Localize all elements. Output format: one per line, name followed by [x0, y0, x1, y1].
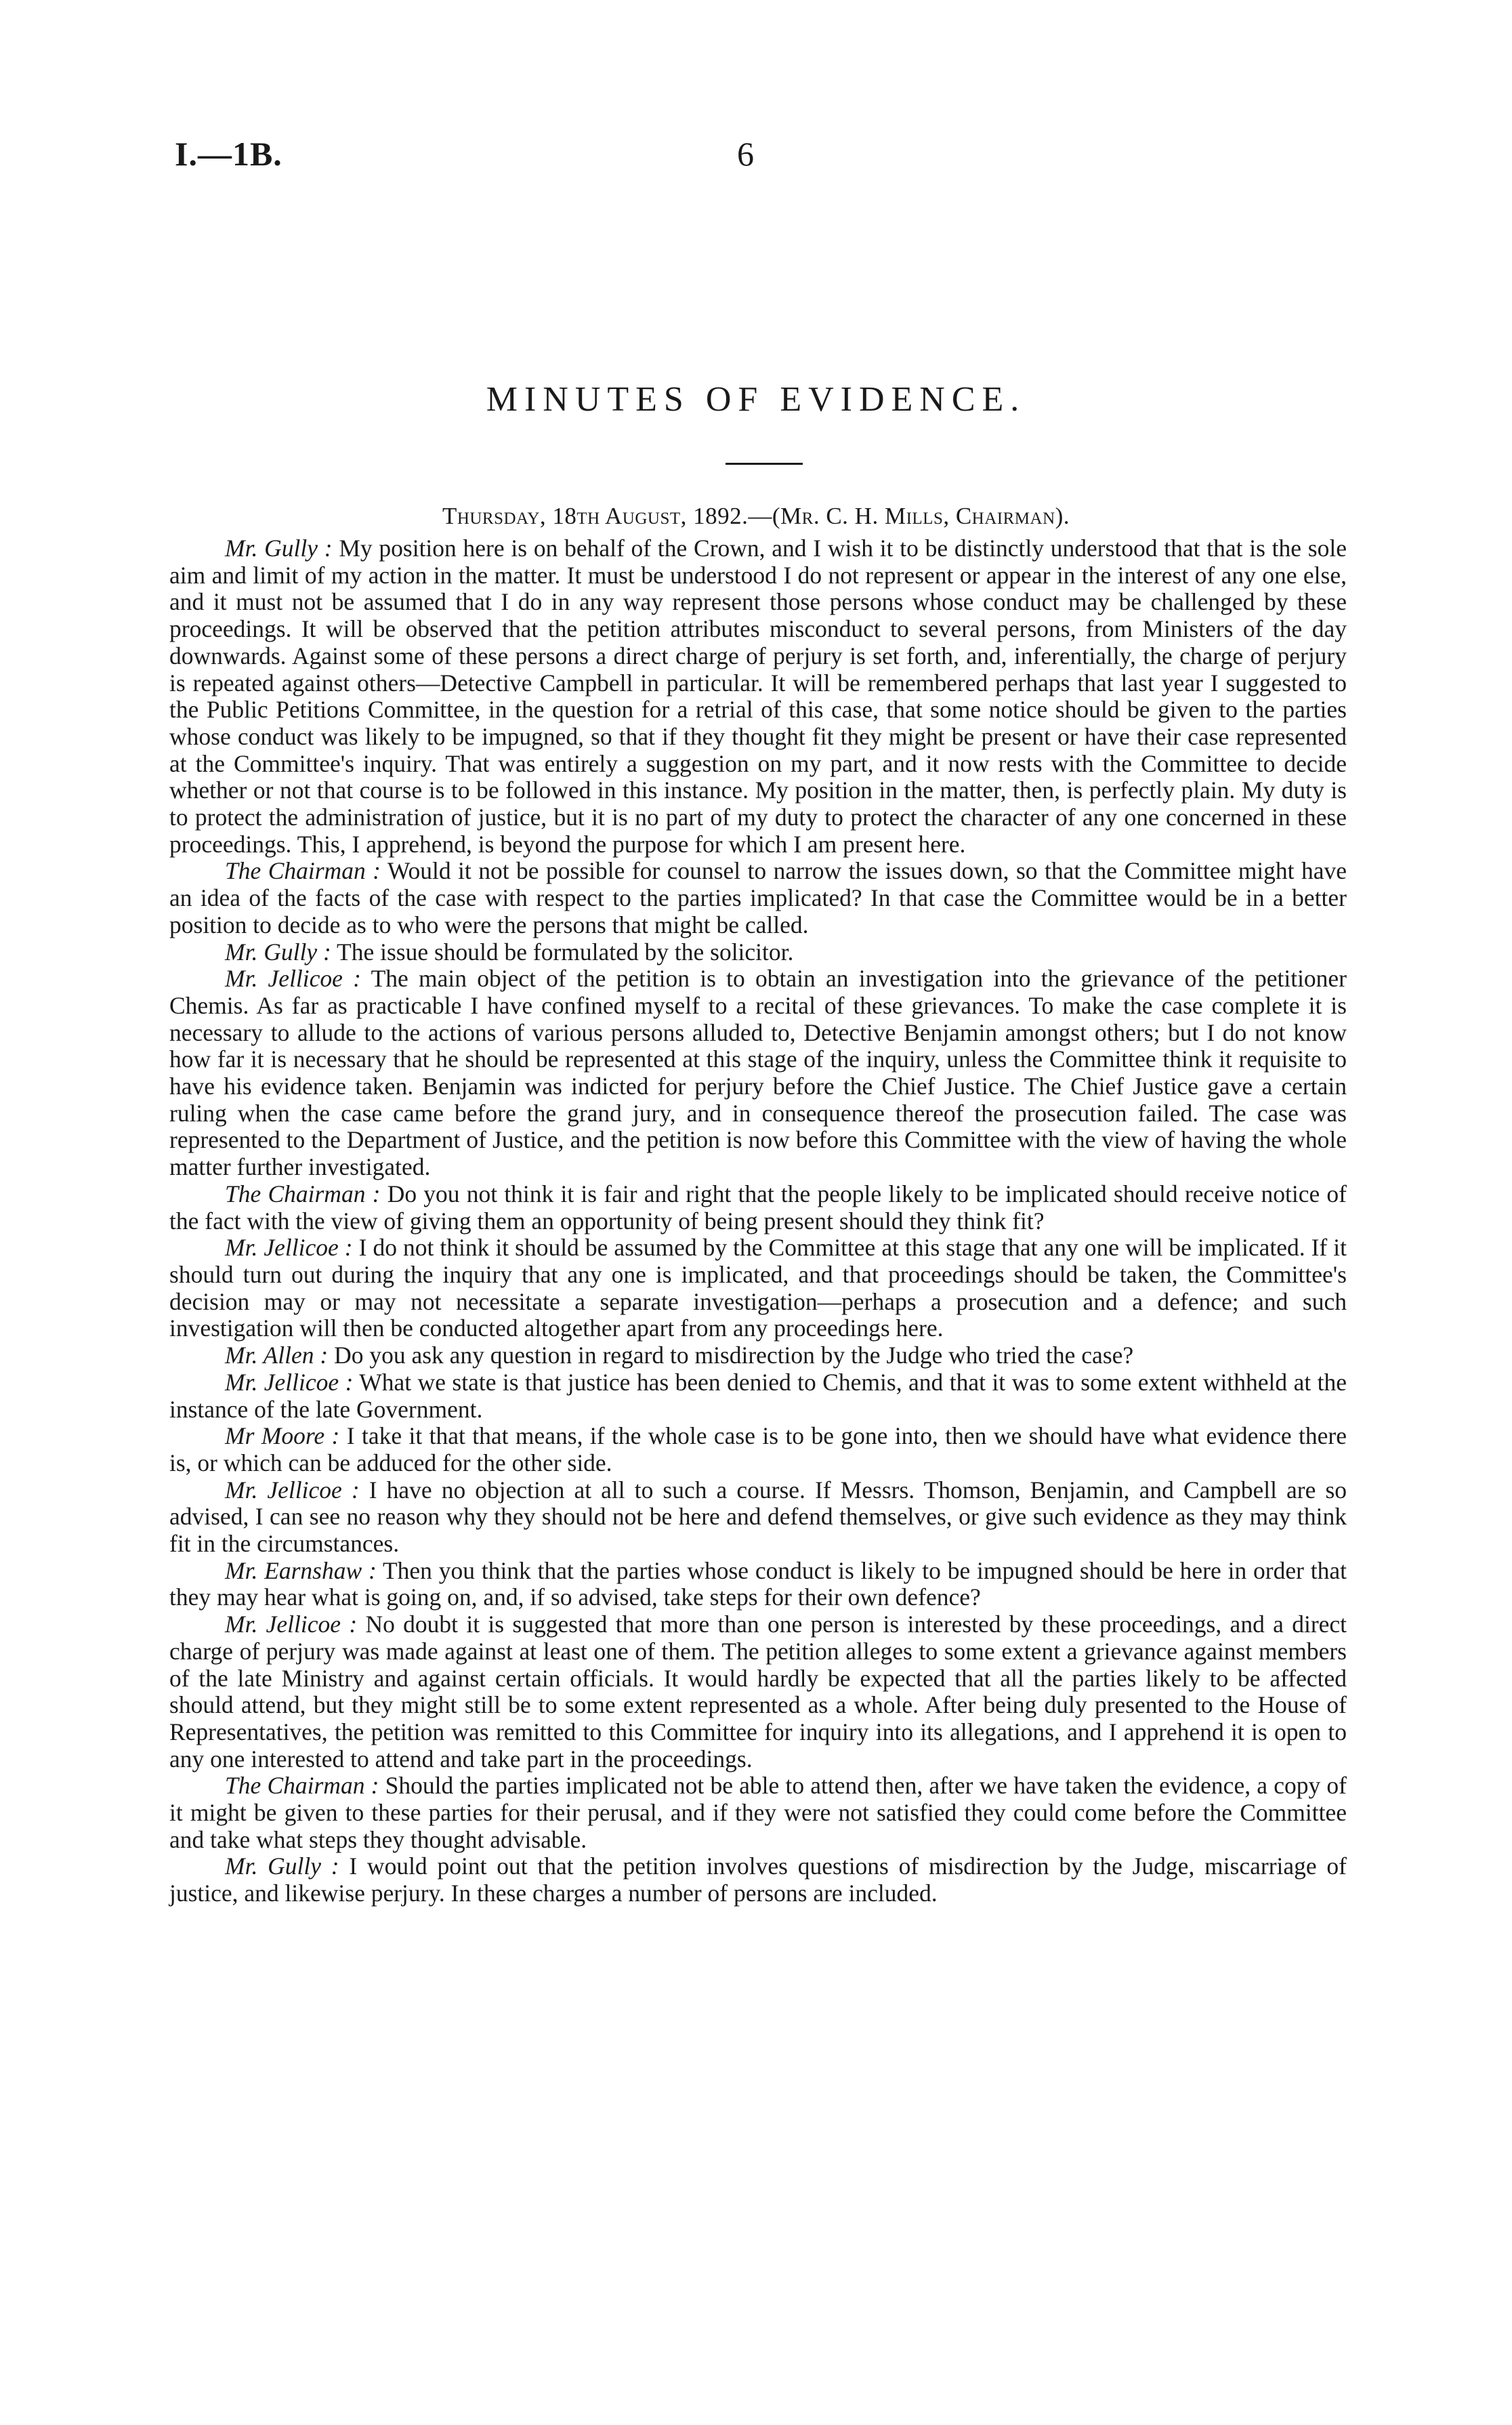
testimony-paragraph — [169, 1558, 1347, 1611]
parliamentary-paper-reference: I.—1B. — [175, 135, 282, 173]
speaker-name: Mr. Gully : — [225, 535, 333, 562]
testimony-text: No doubt it is suggested that more than one person is interested by these proceedings, and a direct charge of perjury was made against at least one of them. The petition alleges to some extent a grievance against members of the late Ministry and against certain officials. It would hardly be expected that all the parties likely to be affected should attend, but they might still be to some extent represented as a whole. After being duly presented to the House of Representatives, the petition was remitted to this Committee for inquiry into its allegations, and I apprehend it is open to any one interested to attend and take part in the proceedings. — [169, 1611, 1347, 1773]
speaker-name: Mr. Gully : — [225, 938, 331, 966]
speaker-name: Mr. Jellicoe : — [225, 965, 361, 993]
testimony-paragraph — [169, 939, 1347, 966]
speaker-name: Mr. Jellicoe : — [225, 1611, 358, 1638]
testimony-paragraph — [169, 535, 1347, 858]
testimony-text: I do not think it should be assumed by the Committee at this stage that any one will be implicated. If it should turn out during the inquiry that any one is implicated, and that proceedings should be taken, the Committee's decision may or may not necessitate a separate investigation—perhaps a prosecution and a defence; and such investigation will then be conducted altogether apart from any proceedings here. — [169, 1234, 1347, 1342]
speaker-name: Mr. Gully : — [225, 1852, 339, 1880]
testimony-paragraph — [169, 1477, 1347, 1558]
testimony-text: I would point out that the petition involves questions of misdirection by the Judge, miscarriage of justice, and likewise perjury. In these charges a number of persons are included. — [169, 1852, 1347, 1907]
testimony-text: Should the parties implicated not be able to attend then, after we have taken the evidence, a copy of it might be given to these parties for their perusal, and if they were not satisfied they could come before the Committee and take what steps they thought advisable. — [169, 1772, 1347, 1853]
speaker-name: Mr. Jellicoe : — [225, 1368, 354, 1396]
testimony-text: The main object of the petition is to obtain an investigation into the grievance of the petitioner Chemis. As far as practicable I have confined myself to a recital of these grievances. To make the case complete it is necessary to allude to the actions of various persons alluded to, Detective Benjamin amongst others; but I do not know how far it is necessary that he should be represented at this stage of the inquiry, unless the Committee think it requisite to have his evidence taken. Benjamin was indicted for perjury before the Chief Justice. The Chief Justice gave a certain ruling when the case came before the grand jury, and in consequence thereof the prosecution failed. The case was represented to the Department of Justice, and the petition is now before this Committee with the view of having the whole matter further investigated. — [169, 965, 1347, 1181]
testimony-text: What we state is that justice has been denied to Chemis, and that it was to some extent withheld at the instance of the late Government. — [169, 1368, 1347, 1423]
minutes-body — [169, 535, 1347, 1907]
testimony-paragraph — [169, 1235, 1347, 1342]
testimony-paragraph — [169, 1369, 1347, 1423]
testimony-text: I have no objection at all to such a course. If Messrs. Thomson, Benjamin, and Campbell are so advised, I can see no reason why they should not be here and defend themselves, or give such evidence as they may think fit in the circumstances. — [169, 1476, 1347, 1558]
speaker-name: The Chairman : — [225, 857, 381, 885]
testimony-text: Do you ask any question in regard to misdirection by the Judge who tried the case? — [334, 1342, 1134, 1369]
testimony-text: The issue should be formulated by the solicitor. — [337, 938, 794, 966]
page-title: MINUTES OF EVIDENCE. — [486, 380, 1026, 419]
session-heading: Thursday, 18th August, 1892.—(Mr. C. H. Mills, Chairman). — [442, 503, 1070, 529]
testimony-text: Then you think that the parties whose conduct is likely to be impugned should be here in order that they may hear what is going on, and, if so advised, take steps for their own defence? — [169, 1556, 1347, 1611]
testimony-paragraph — [169, 1342, 1347, 1369]
testimony-text: I take it that that means, if the whole case is to be gone into, then we should have what evidence there is, or which can be adduced for the other side. — [169, 1422, 1347, 1476]
title-divider — [726, 463, 803, 465]
speaker-name: Mr. Jellicoe : — [225, 1476, 360, 1504]
speaker-name: Mr. Allen : — [225, 1342, 329, 1369]
testimony-paragraph — [169, 1181, 1347, 1235]
speaker-name: The Chairman : — [225, 1180, 381, 1207]
testimony-paragraph — [169, 1611, 1347, 1773]
testimony-paragraph — [169, 1853, 1347, 1907]
testimony-text: Do you not think it is fair and right that the people likely to be implicated should receive notice of the fact with the view of giving them an opportunity of being present should they think fit? — [169, 1180, 1347, 1235]
testimony-paragraph — [169, 1773, 1347, 1853]
testimony-paragraph — [169, 966, 1347, 1181]
testimony-paragraph — [169, 1423, 1347, 1476]
speaker-name: Mr. Jellicoe : — [225, 1234, 353, 1262]
testimony-text: Would it not be possible for counsel to narrow the issues down, so that the Committee might have an idea of the facts of the case with respect to the parties implicated? In that case the Committee would be in a better position to decide as to who were the persons that might be called. — [169, 857, 1347, 938]
speaker-name: Mr. Earnshaw : — [225, 1556, 377, 1584]
speaker-name: Mr Moore : — [225, 1422, 340, 1450]
page-number: 6 — [737, 135, 754, 173]
testimony-paragraph — [169, 858, 1347, 938]
speaker-name: The Chairman : — [225, 1772, 379, 1800]
testimony-text: My position here is on behalf of the Crown, and I wish it to be distinctly understood that that is the sole aim and limit of my action in the matter. It must be understood I do not represent or appear in the interest of any one else, and it must not be assumed that I do in any way represent those persons whose conduct may be challenged by these proceedings. It will be observed that the petition attributes misconduct to several persons, from Ministers of the day downwards. Against some of these persons a direct charge of perjury is set forth, and, inferentially, the charge of perjury is repeated against others—Detective Campbell in particular. It will be remembered perhaps that last year I suggested to the Public Petitions Committee, in the question for a retrial of this case, that some notice should be given to the parties whose conduct was likely to be impugned, so that if they thought fit they might be present or have their case represented at the Committee's inquiry. That was entirely a suggestion on my part, and it now rests with the Committee to decide whether or not that course is to be followed in this instance. My position in the matter, then, is perfectly plain. My duty is to protect the administration of justice, but it is no part of my duty to protect the character of any one concerned in these proceedings. This, I apprehend, is beyond the purpose for which I am present here. — [169, 535, 1347, 858]
